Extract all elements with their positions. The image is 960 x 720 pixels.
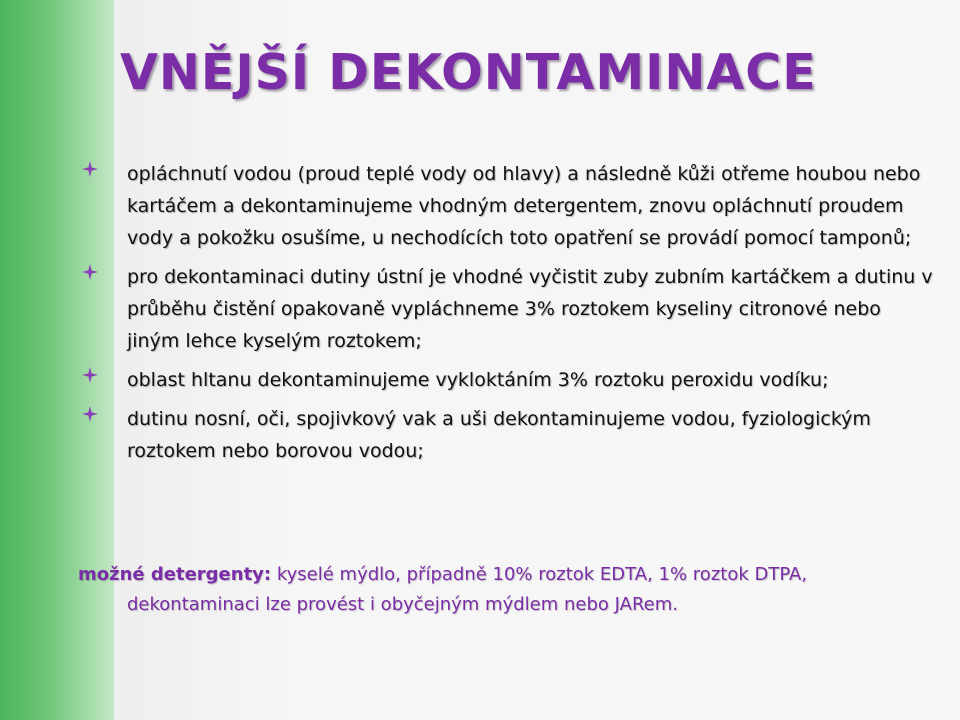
slide-title: VNĚJŠÍ DEKONTAMINACE (120, 44, 817, 101)
four-point-star-icon (82, 161, 98, 177)
four-point-star-icon (82, 264, 98, 280)
bullet-item-2 (78, 261, 938, 357)
four-point-star-icon (82, 367, 98, 383)
bullet-item-3 (78, 364, 938, 396)
bullet-text: pro dekontaminaci dutiny ústní je vhodné vyčistit zuby zubním kartáčkem a dutinu v průběhu čistění opakovaně vypláchneme 3% roztokem kyseliny citronové nebo jiným lehce kyselým roztokem; (127, 266, 933, 352)
bullet-list (78, 158, 938, 474)
bullet-item-1 (78, 158, 938, 254)
detergents-line-2: dekontaminaci lze provést i obyčejným mýdlem nebo JARem. (127, 594, 678, 615)
bullet-item-4 (78, 403, 938, 467)
four-point-star-icon (82, 406, 98, 422)
detergents-line-1: kyselé mýdlo, případně 10% roztok EDTA, 1% roztok DTPA, (276, 564, 808, 585)
detergents-note (78, 560, 938, 620)
bullet-text: opláchnutí vodou (proud teplé vody od hlavy) a následně kůži otřeme houbou nebo kartáčem a dekontaminujeme vhodným detergentem, znovu opláchnutí proudem vody a pokožku osušíme, u nechodících toto opatření se provádí pomocí tamponů; (127, 163, 921, 249)
bullet-text: oblast hltanu dekontaminujeme vykloktáním 3% roztoku peroxidu vodíku; (127, 369, 829, 391)
bullet-text: dutinu nosní, oči, spojivkový vak a uši dekontaminujeme vodou, fyziologickým roztokem nebo borovou vodou; (127, 408, 871, 462)
detergents-label: možné detergenty: (78, 564, 272, 585)
